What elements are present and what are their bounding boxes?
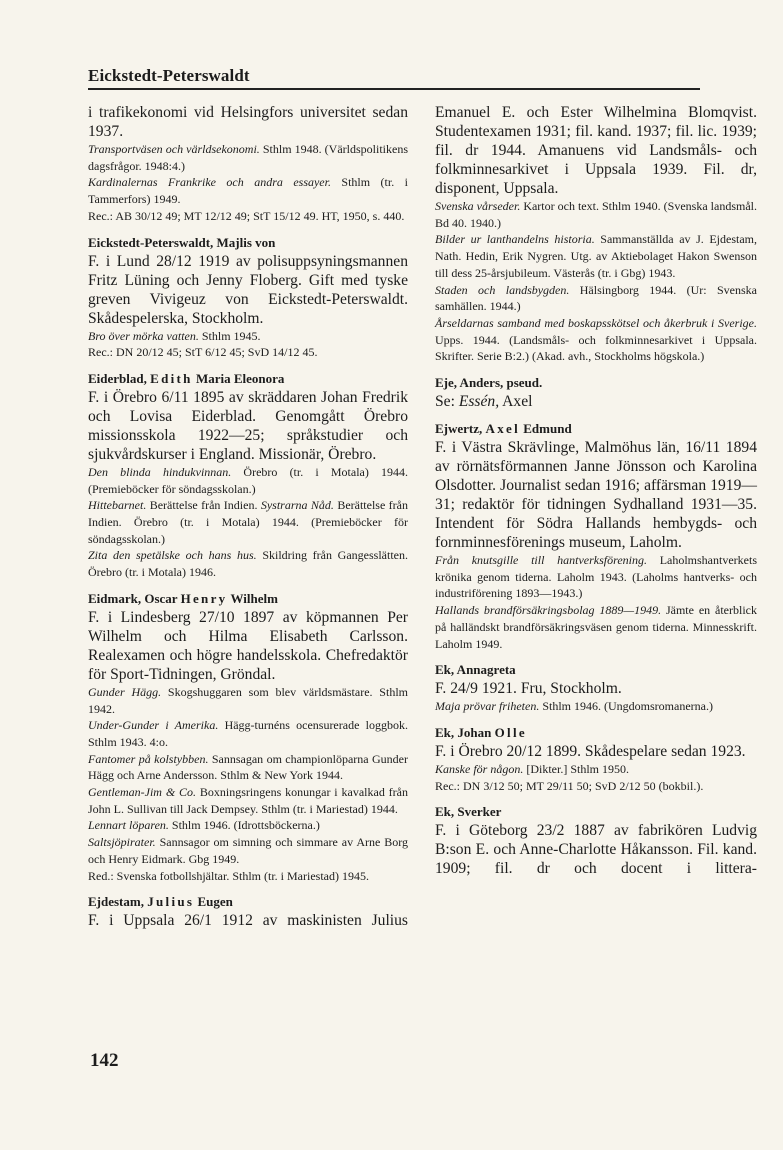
entry-heading: Eje, Anders, pseud. — [435, 375, 543, 391]
work-item: Den blinda hindukvinnan. Örebro (tr. i Motala) 1944. (Premieböcker för söndagsskolan.) — [88, 464, 408, 496]
work-item: Zita den spetälske och hans hus. Skildring från Gangesslätten. Örebro (tr. i Motala) 1946. — [88, 548, 408, 580]
work-item: Kanske för någon. [Dikter.] Sthlm 1950. — [435, 761, 630, 776]
work-item: Under-Gunder i Amerika. Hägg-turnéns ocensurerade loggbok. Sthlm 1943. 4:o. — [88, 718, 408, 749]
entry-ejwertz — [435, 420, 757, 652]
entry-heading: Ek, Sverker — [435, 804, 502, 820]
work-item: Gunder Hägg. Skogshuggaren som blev världsmästare. Sthlm 1942. — [88, 684, 408, 716]
entry-bio: F. i Lindesberg 27/10 1897 av köpmannen Per Wilhelm och Hilma Elisabeth Carlsson. Realexamen och högre handelsskola. Chefredaktör för Sport-Tidningen, Gröndal. — [88, 608, 408, 683]
work-item: Hallands brandförsäkringsbolag 1889—1949. Jämte en återblick på halländskt brandförsäkringsväsen genom tiderna. Minnesskrift. Laholm 1949. — [435, 603, 757, 651]
entry-eidmark — [88, 590, 408, 884]
entry-continued-left — [88, 103, 408, 225]
entry-bio: F. i Västra Skrävlinge, Malmöhus län, 16/11 1894 av rörnätsförmannen Janne Jönsson och Karolina Olsdotter. Journalist sedan 1916; affärsman 1919—31; redaktör för tidningen Sydhalland 1931—35. Intendent för Södra Hallands hembygds- och fornminnesförenings museum, Laholm. — [435, 439, 757, 552]
running-header — [88, 66, 700, 90]
entry-heading: Ejdestam, Julius Eugen — [88, 894, 233, 910]
review-line: Rec.: DN 3/12 50; MT 29/11 50; SvD 2/12 50 (bokbil.). — [435, 778, 704, 793]
right-column — [435, 103, 757, 887]
entry-heading: Ek, Johan Olle — [435, 724, 527, 740]
work-item: Från knutsgille till hantverksförening. Laholmshantverkets krönika genom tiderna. Laholm 1943. (Laholms hantverks- och industriförening 1893—1943.) — [435, 553, 757, 601]
see-reference: Se: Essén, Axel — [435, 393, 533, 411]
work-item: Saltsjöpirater. Sannsagor om simning och simmare av Arne Borg och Henry Eidmark. Gbg 1949. — [88, 835, 408, 866]
entry-bio: F. i Lund 28/12 1919 av polisuppsyningsmannen Fritz Lüning och Jenny Floberg. Gift med tyske greven Vivigeuz von Eickstedt-Peterswaldt. Skådespelerska, Stockholm. — [88, 252, 408, 327]
entry-ejdestam — [88, 893, 408, 930]
entry-bio: F. 24/9 1921. Fru, Stockholm. — [435, 680, 622, 698]
work-item: Årseldarnas samband med boskapsskötsel och åkerbruk i Sverige. Upps. 1944. (Landsmåls- och folkminnesarkivet i Uppsala. Skrifter. Serie B:2.) (Akad. avh., Stockholms högskola.) — [435, 315, 757, 364]
work-item: Staden och landsbygden. Hälsingborg 1944. (Ur: Svenska samhällen. 1944.) — [435, 282, 757, 314]
review-line: Rec.: AB 30/12 49; MT 12/12 49; StT 15/12 49. HT, 1950, s. 440. — [88, 208, 405, 223]
work-item: Fantomer på kolstybben. Sannsagan om championlöparna Gunder Hägg och Arne Andersson. Sthlm & New York 1944. — [88, 751, 408, 783]
entry-ek-sverker — [435, 803, 757, 878]
entry-eje — [435, 374, 757, 411]
running-title: Eickstedt-Peterswaldt — [88, 66, 250, 85]
entry-continued-right — [435, 103, 757, 365]
work-item: Bilder ur lanthandelns historia. Sammanställda av J. Ejdestam, Nath. Hedin, Erik Nygren. Utg. av Aktiebolaget Hakon Swenson till dess 25-årsjubileum. Västerås (tr. i Gbg) 1943. — [435, 232, 757, 280]
work-item: Transportväsen och världsekonomi. Sthlm 1948. (Världspolitikens dagsfrågor. 1948:4.) — [88, 142, 408, 173]
work-item: Lennart löparen. Sthlm 1946. (Idrottsböckerna.) — [88, 818, 320, 833]
entry-bio: Emanuel E. och Ester Wilhelmina Blomqvist. Studentexamen 1931; fil. kand. 1937; fil. lic. 1939; fil. dr 1944. Amanuens vid Landsmåls- och folkminnesarkivet i Uppsala 1939. Fil. dr, disponent, Uppsala. — [435, 104, 757, 197]
work-item: Gentleman-Jim & Co. Boxningsringens konungar i kavalkad från John L. Sullivan till Jack Dempsey. Sthlm (tr. i Mariestad) 1944. — [88, 785, 408, 816]
left-column — [88, 103, 408, 939]
entry-ek-olle — [435, 724, 757, 794]
entry-heading: Ek, Annagreta — [435, 662, 516, 678]
entry-heading: Eidmark, Oscar Henry Wilhelm — [88, 590, 278, 606]
page-number: 142 — [90, 1050, 119, 1071]
entry-ek-annagreta — [435, 661, 757, 715]
entry-eiderblad — [88, 370, 408, 581]
entry-bio: F. i Uppsala 26/1 1912 av maskinisten Julius — [88, 912, 408, 930]
work-item: Svenska vårseder. Kartor och text. Sthlm 1940. (Svenska landsmål. Bd 40. 1940.) — [435, 199, 757, 230]
entry-heading: Eickstedt-Peterswaldt, Majlis von — [88, 234, 276, 250]
work-item: Bro över mörka vatten. Sthlm 1945. — [88, 328, 261, 343]
entry-bio: i trafikekonomi vid Helsingfors universitet sedan 1937. — [88, 104, 408, 140]
entry-heading: Eiderblad, Edith Maria Eleonora — [88, 370, 285, 386]
work-item: Maja prövar friheten. Sthlm 1946. (Ungdomsromanerna.) — [435, 699, 713, 714]
editor-line: Red.: Svenska fotbollshjältar. Sthlm (tr. i Mariestad) 1945. — [88, 868, 369, 883]
work-item: Hittebarnet. Berättelse från Indien. Systrarna Nåd. Berättelse från Indien. Örebro (tr. i Motala) 1944. (Premieböcker för söndagsskolan.) — [88, 498, 408, 546]
entry-bio: F. i Örebro 20/12 1899. Skådespelare sedan 1923. — [435, 742, 746, 760]
entry-eickstedt — [88, 234, 408, 361]
review-line: Rec.: DN 20/12 45; StT 6/12 45; SvD 14/12 45. — [88, 345, 318, 360]
entry-bio: F. i Göteborg 23/2 1887 av fabrikören Ludvig B:son E. och Anne-Charlotte Håkansson. Fil. kand. 1909; fil. dr och docent i littera- — [435, 822, 757, 878]
entry-bio: F. i Örebro 6/11 1895 av skräddaren Johan Fredrik och Lovisa Eiderblad. Genomgått Örebro missionsskola 1922—25; språkstudier och sjukvårdskurser i England. Missionär, Örebro. — [88, 388, 408, 463]
entry-heading: Ejwertz, Axel Edmund — [435, 421, 572, 437]
work-item: Kardinalernas Frankrike och andra essayer. Sthlm (tr. i Tammerfors) 1949. — [88, 175, 408, 207]
